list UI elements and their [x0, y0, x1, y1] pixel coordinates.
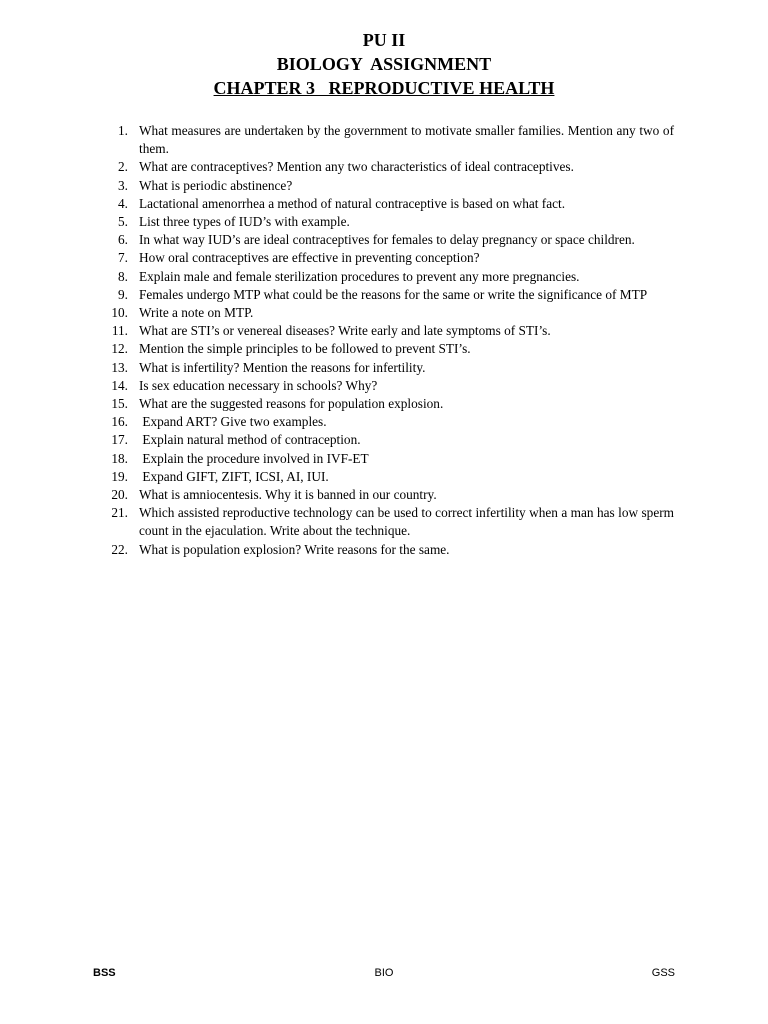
question-text: Expand GIFT, ZIFT, ICSI, AI, IUI. [139, 468, 329, 484]
question-number: 20. [111, 487, 128, 503]
footer-center-text: BIO [374, 967, 394, 979]
question-number: 8. [118, 268, 128, 284]
question-number: 4. [118, 195, 128, 211]
question-text: Explain natural method of contraception. [139, 432, 361, 448]
question-text: List three types of IUD’s with example. [139, 214, 350, 230]
question-text: What are STI’s or venereal diseases? Write early and late symptoms of STI’s. [139, 323, 551, 339]
question-text: What are the suggested reasons for population explosion. [139, 396, 444, 412]
question-number: 14. [111, 377, 128, 393]
question-item [95, 231, 674, 249]
question-item [95, 268, 674, 286]
question-text: How oral contraceptives are effective in preventing conception? [139, 250, 480, 266]
question-text: Is sex education necessary in schools? Why? [139, 377, 378, 393]
question-item [95, 249, 674, 267]
question-number: 21. [111, 505, 128, 521]
question-number: 12. [111, 341, 128, 357]
question-number: 17. [111, 432, 128, 448]
question-text: In what way IUD’s are ideal contraceptives for females to delay pregnancy or space children. [139, 232, 635, 248]
question-number: 7. [118, 250, 128, 266]
question-number: 5. [118, 214, 128, 230]
question-item [95, 468, 674, 486]
question-number: 19. [111, 468, 128, 484]
question-item [95, 395, 674, 413]
question-item [95, 431, 674, 449]
question-item [95, 286, 674, 304]
question-number: 3. [118, 177, 128, 193]
question-text: What measures are undertaken by the government to motivate smaller families. Mention any two of them. [139, 123, 678, 157]
page-footer [93, 966, 675, 982]
chapter-title: CHAPTER 3 REPRODUCTIVE HEALTH [213, 78, 555, 98]
question-text: What is infertility? Mention the reasons for infertility. [139, 359, 426, 375]
question-list [95, 122, 678, 559]
document-header [0, 28, 768, 100]
question-item [95, 450, 674, 468]
question-number: 9. [118, 286, 128, 302]
question-item [95, 486, 674, 504]
question-item [95, 213, 674, 231]
footer-left-text: BSS [93, 967, 116, 979]
question-item [95, 359, 674, 377]
question-item [95, 322, 674, 340]
question-item [95, 413, 674, 431]
footer-right-text: GSS [651, 967, 675, 979]
question-number: 10. [111, 305, 128, 321]
question-item [95, 377, 674, 395]
assignment-title: BIOLOGY ASSIGNMENT [276, 54, 492, 74]
question-item [95, 177, 674, 195]
question-text: Which assisted reproductive technology can be used to correct infertility when a man has low sperm count in the ejaculation. Write about the technique. [139, 505, 678, 539]
question-text: Females undergo MTP what could be the reasons for the same or write the significance of MTP [139, 286, 648, 302]
question-number: 15. [111, 396, 128, 412]
question-text: Mention the simple principles to be followed to prevent STI’s. [139, 341, 471, 357]
question-item [95, 541, 674, 559]
question-text: Write a note on MTP. [139, 305, 254, 321]
question-text: Expand ART? Give two examples. [139, 414, 327, 430]
question-number: 2. [118, 159, 128, 175]
question-item [95, 122, 678, 158]
question-number: 13. [111, 359, 128, 375]
question-text: What is amniocentesis. Why it is banned in our country. [139, 487, 437, 503]
class-title: PU II [362, 30, 406, 50]
question-text: Lactational amenorrhea a method of natural contraceptive is based on what fact. [139, 195, 566, 211]
question-text: What is periodic abstinence? [139, 177, 293, 193]
question-item [95, 158, 674, 176]
question-number: 6. [118, 232, 128, 248]
question-item [95, 304, 674, 322]
question-text: What are contraceptives? Mention any two characteristics of ideal contraceptives. [139, 159, 574, 175]
question-item [95, 340, 674, 358]
question-number: 22. [111, 541, 128, 557]
question-number: 11. [111, 323, 128, 339]
question-number: 1. [118, 123, 128, 138]
question-number: 16. [111, 414, 128, 430]
question-text: Explain the procedure involved in IVF-ET [139, 450, 369, 466]
question-text: What is population explosion? Write reasons for the same. [139, 541, 450, 557]
question-text: Explain male and female sterilization procedures to prevent any more pregnancies. [139, 268, 580, 284]
question-item [95, 195, 674, 213]
question-number: 18. [111, 450, 128, 466]
question-item [95, 504, 678, 540]
